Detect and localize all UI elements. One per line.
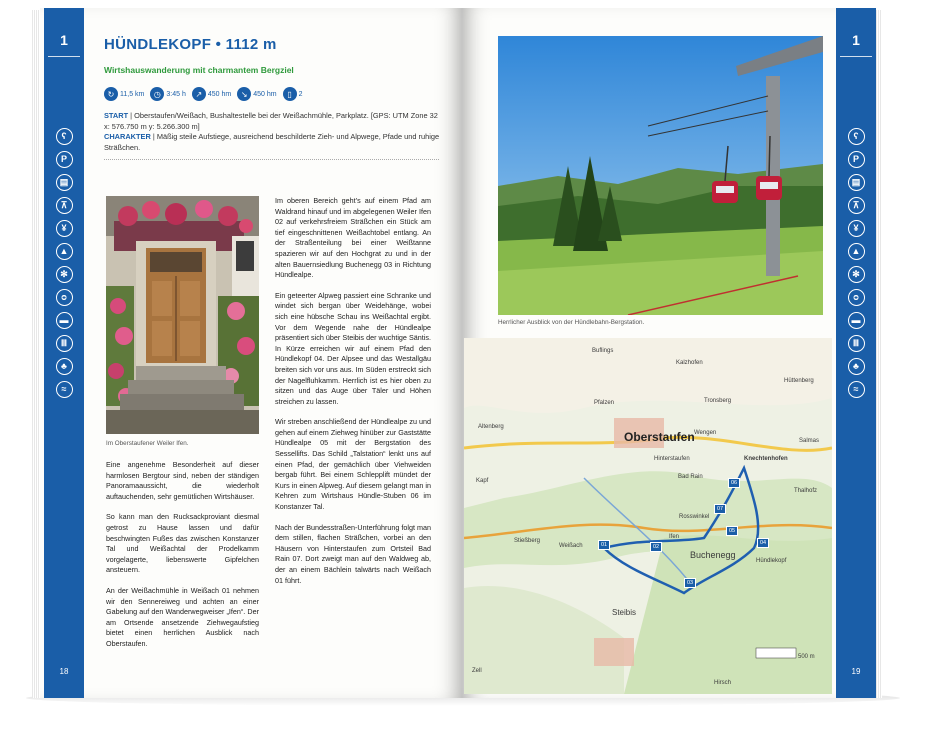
paragraph: Ein geteerter Alpweg passiert eine Schranke und windet sich bergan über Weidehänge, wobei sich eine hübsche Schau ins Weißachtal ergibt. Vor dem Wegende nahe der Hündlealpe präsentiert sich über Steibis der wuchtige Säntis. In Kürze erreichen wir auf einem Pfad den Hündlekopf 04. Der Alpsee und das Westallgäu breiten sich vor uns aus. Im Süden erstreckt sich der Nagelfluhkamm. Herrlich ist es hier oben zu sitzen und das Auge über Täler und Höhen streichen zu lassen. xyxy=(275,290,431,406)
difficulty-icon: ▯ xyxy=(283,87,297,101)
bike-icon: ᴑ xyxy=(848,289,865,306)
tour-stats xyxy=(104,87,444,101)
charakter-label: CHARAKTER xyxy=(104,132,151,141)
text-column-2 xyxy=(275,196,431,596)
door-photo xyxy=(106,196,259,434)
museum-icon: Ⅲ xyxy=(56,335,73,352)
cable-car-icon: ⊼ xyxy=(56,197,73,214)
paragraph: An der Weißachmühle in Weißach 01 nehmen wir den Sennereiweg und achten an einer Gabelung auf den Wanderwegweiser „Ifen“. Der am Ortsende ansetzende Ziehwegaufstieg bietet einen herrlichen Ausblick nach Oberstaufen. xyxy=(106,585,259,648)
cable-car-photo-caption: Herrlicher Ausblick von der Hündlebahn-Bergstation. xyxy=(498,319,645,326)
bike-icon: ᴑ xyxy=(56,289,73,306)
bear-icon: ʕ xyxy=(56,128,73,145)
map-graphic xyxy=(464,338,832,694)
restaurant-icon: ¥ xyxy=(56,220,73,237)
page-number-right: 19 xyxy=(851,667,861,676)
mountain-icon: ▲ xyxy=(848,243,865,260)
mountain-icon: ▲ xyxy=(56,243,73,260)
bus-icon: ▤ xyxy=(848,174,865,191)
place-label: Hinterstaufen xyxy=(654,456,690,462)
waypoint-marker: 02 xyxy=(650,542,662,552)
tab-divider xyxy=(48,56,80,57)
distance-icon: ↻ xyxy=(104,87,118,101)
waypoint-marker: 07 xyxy=(714,504,726,514)
cable-car-icon: ⊼ xyxy=(848,197,865,214)
cable-car-photo xyxy=(498,36,823,315)
door-photo-caption: Im Oberstaufener Weiler Ifen. xyxy=(106,440,189,447)
museum-icon: Ⅲ xyxy=(848,335,865,352)
distance-stat: ↻ 11,5 km xyxy=(104,87,144,101)
waypoint-marker: 05 xyxy=(726,526,738,536)
clock-icon: ◷ xyxy=(150,87,164,101)
page-title: HÜNDLEKOPF • 1112 m xyxy=(104,36,277,53)
waypoint-marker: 04 xyxy=(757,538,769,548)
page-number-left: 18 xyxy=(59,667,69,676)
route-map xyxy=(464,338,832,694)
place-label: Altenberg xyxy=(478,424,504,430)
parking-icon: P xyxy=(848,151,865,168)
descent-stat: ↘ 450 hm xyxy=(237,87,276,101)
place-label: Zell xyxy=(472,668,482,674)
place-label: Tronsberg xyxy=(704,398,732,404)
place-label: Knechtenhofen xyxy=(744,456,788,462)
place-label: Kalzhofen xyxy=(676,360,703,366)
tab-icon-list xyxy=(836,128,876,398)
parking-icon: P xyxy=(56,151,73,168)
place-label: Thalhofz xyxy=(794,488,818,494)
charakter-text: | Mäßig steile Aufstiege, ausreichend beschilderte Zieh- und Alpwege, Pfade und ruhige Sträßchen. xyxy=(104,132,440,152)
tour-number: 1 xyxy=(60,32,68,48)
place-label: Wengen xyxy=(694,430,717,436)
tab-icon-list xyxy=(44,128,84,398)
snowflake-icon: ✻ xyxy=(848,266,865,283)
tree-icon: ♣ xyxy=(848,358,865,375)
text-column-1 xyxy=(106,460,259,660)
tour-info xyxy=(104,111,444,153)
waypoint-marker: 03 xyxy=(684,578,696,588)
place-label: Steibis xyxy=(612,608,637,617)
place-label: Pfalzen xyxy=(594,400,615,406)
descent-icon: ↘ xyxy=(237,87,251,101)
place-label: Hündlekopf xyxy=(756,558,787,564)
place-label: Bad Rain xyxy=(678,474,703,480)
place-label: Ifen xyxy=(669,534,680,540)
place-label: Hüttenberg xyxy=(784,378,814,384)
difficulty-stat: ▯ 2 xyxy=(283,87,303,101)
place-label: Weißach xyxy=(559,543,583,549)
place-label: Rosswinkel xyxy=(679,514,710,520)
place-label: Salmas xyxy=(799,438,820,444)
bed-icon: ▬ xyxy=(56,312,73,329)
left-side-tab xyxy=(44,8,84,698)
bed-icon: ▬ xyxy=(848,312,865,329)
start-label: START xyxy=(104,111,129,120)
place-label: Hirsch xyxy=(714,680,732,686)
start-text: | Oberstaufen/Weißach, Bushaltestelle bei der Weißachmühle, Parkplatz. [GPS: UTM Zone 32 x: 576.750 m y: 5.266.300 m] xyxy=(104,111,438,131)
tab-divider xyxy=(840,56,872,57)
duration-stat: ◷ 3:45 h xyxy=(150,87,185,101)
town-label: Oberstaufen xyxy=(624,430,695,444)
snowflake-icon: ✻ xyxy=(56,266,73,283)
page-subtitle: Wirtshauswanderung mit charmantem Bergziel xyxy=(104,65,294,75)
header-divider xyxy=(104,159,439,160)
tree-icon: ♣ xyxy=(56,358,73,375)
waypoint-marker: 06 xyxy=(728,478,740,488)
waypoint-marker: 01 xyxy=(598,540,610,550)
map-scale: 500 m xyxy=(798,654,815,660)
ascent-stat: ↗ 450 hm xyxy=(192,87,231,101)
place-label: Buflings xyxy=(592,348,614,354)
bus-icon: ▤ xyxy=(56,174,73,191)
restaurant-icon: ¥ xyxy=(848,220,865,237)
place-label: Stießberg xyxy=(514,538,541,544)
tour-header xyxy=(104,36,444,160)
tour-number: 1 xyxy=(852,32,860,48)
paragraph: Wir streben anschließend der Hündlealpe zu und gehen auf einem Ziehweg hinüber zur Gaststätte Hündlealpe 05 mit der Bergstation des Sessellifts. Das Schild „Talstation“ lenkt uns auf einen Pfad, der gemächlich über Viehweiden bergab führt. Bei einem Schlepplift mündet der Kurs in einen Alpweg. Auf diesem gelangt man in Kehren zum Wirtshaus Hündle-Stuben 06 im Konstanzer Tal. xyxy=(275,417,431,512)
paragraph: So kann man den Rucksackproviant diesmal getrost zu Hause lassen und dafür beschwingten Fußes das zwischen Konstanzer Tal und Weißachtal der Prodelkamm vorgelagerte, liebenswerte Gipfelchen ansteuern. xyxy=(106,512,259,575)
bear-icon: ʕ xyxy=(848,128,865,145)
paragraph: Nach der Bundesstraßen-Unterführung folgt man dem stillen, flachen Sträßchen, vorbei an den Häusern von Hinterstaufen zum Ortsteil Bad Rain 07. Dort zweigt man auf den Waldweg ab, der an einem Bächlein talwärts nach Weißach 01 führt. xyxy=(275,522,431,585)
paragraph: Im oberen Bereich geht’s auf einem Pfad am Waldrand hinauf und im abgelegenen Weiler Ifen 02 auf verkehrsfreiem Sträßchen ein Stück am tief eingeschnittenen Weißachtobel entlang. An der Straßenteilung bei einer Weißtanne spazieren wir auf den Hochgrat zu und in der alten Bauernsiedlung Buchenegg 03 in Richtung Hündlealpe. xyxy=(275,196,431,280)
left-page-edges xyxy=(32,10,40,698)
paragraph: Eine angenehme Besonderheit auf dieser harmlosen Bergtour sind, neben der ständigen Panoramaaussicht, die wiederholt auftauchenden, sehr gemütlichen Wirtshäuser. xyxy=(106,460,259,501)
ascent-icon: ↗ xyxy=(192,87,206,101)
right-side-tab xyxy=(836,8,876,698)
place-label: Kapf xyxy=(476,478,489,484)
swim-icon: ≈ xyxy=(848,381,865,398)
swim-icon: ≈ xyxy=(56,381,73,398)
place-label: Buchenegg xyxy=(690,550,736,560)
